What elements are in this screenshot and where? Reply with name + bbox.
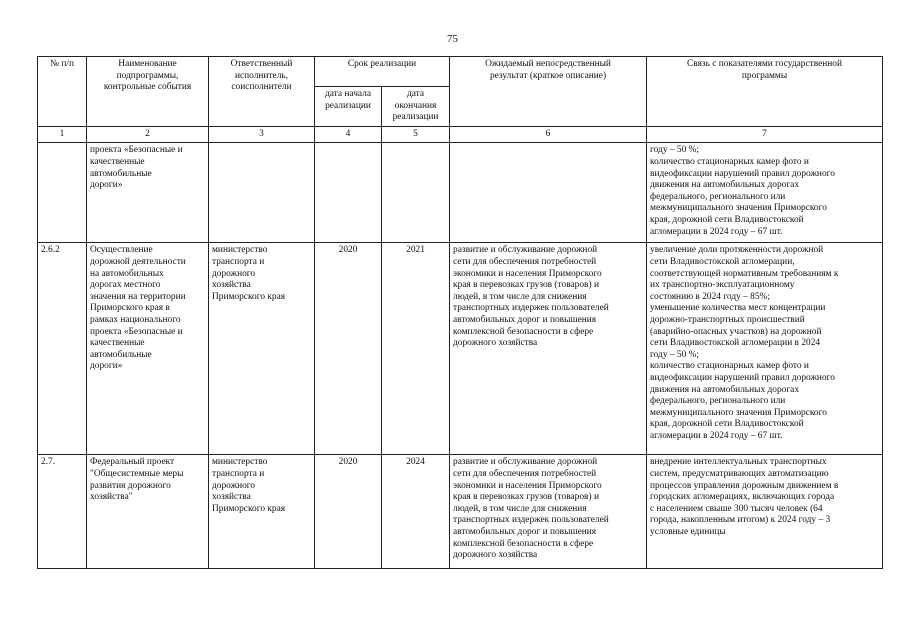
header-period: Срок реализации bbox=[315, 57, 450, 87]
row-start bbox=[315, 143, 382, 243]
row-link: увеличение доли протяженности дорожной сети Владивостокской агломерации, соответствующей нормативным требованиям к их транспортно-эксплуатационному состоянию в 2024 году – 85%; уменьшение количества мест концентрации дорожно-транспортных происшествий (аварийно-опасных участков) на дорожной сети Владивостокской агломерации в 2024 году – 50 %; количество стационарных камер фото и видеофиксации нарушений правил дорожного движения на автомобильных дорогах федерального, регионального или межмуниципального значения Приморского края, дорожной сети Владивостокской агломерации в 2024 году – 67 шт. bbox=[647, 243, 883, 455]
header-start: дата начала реализации bbox=[315, 87, 382, 127]
row-end: 2021 bbox=[382, 243, 450, 455]
column-number-row bbox=[38, 126, 883, 143]
row-name: Осуществление дорожной деятельности на автомобильных дорогах местного значения на территории Приморского края в рамках национального проекта «Безопасные и качественные автомобильные дороги» bbox=[87, 243, 209, 455]
row-number: 2.7. bbox=[38, 455, 87, 569]
header-executor: Ответственный исполнитель, соисполнители bbox=[209, 57, 315, 127]
row-executor bbox=[209, 143, 315, 243]
row-result: развитие и обслуживание дорожной сети для обеспечения потребностей экономики и населения Приморского края в перевозках грузов (товаров) и людей, в том числе для снижения транспортных издержек пользователей автомобильных дорог и повышения комплексной безопасности в сфере дорожного хозяйства bbox=[450, 243, 647, 455]
row-executor: министерство транспорта и дорожного хозяйства Приморского края bbox=[209, 455, 315, 569]
row-start: 2020 bbox=[315, 455, 382, 569]
row-number: 2.6.2 bbox=[38, 243, 87, 455]
table-row bbox=[38, 143, 883, 243]
column-number: 5 bbox=[382, 126, 450, 143]
column-number: 4 bbox=[315, 126, 382, 143]
column-number: 1 bbox=[38, 126, 87, 143]
column-number: 2 bbox=[87, 126, 209, 143]
row-start: 2020 bbox=[315, 243, 382, 455]
table-row bbox=[38, 455, 883, 569]
row-end bbox=[382, 143, 450, 243]
column-number: 3 bbox=[209, 126, 315, 143]
row-executor: министерство транспорта и дорожного хозяйства Приморского края bbox=[209, 243, 315, 455]
header-name: Наименование подпрограммы, контрольные события bbox=[87, 57, 209, 127]
row-link: году – 50 %; количество стационарных камер фото и видеофиксации нарушений правил дорожного движения на автомобильных дорогах федерального, регионального или межмуниципального значения Приморского края, дорожной сети Владивостокской агломерации в 2024 году – 67 шт. bbox=[647, 143, 883, 243]
column-number: 7 bbox=[647, 126, 883, 143]
header-number: № п/п bbox=[38, 57, 87, 127]
row-name: проекта «Безопасные и качественные автомобильные дороги» bbox=[87, 143, 209, 243]
program-table bbox=[37, 56, 883, 569]
row-number bbox=[38, 143, 87, 243]
row-link: внедрение интеллектуальных транспортных систем, предусматривающих автоматизацию процессов управления дорожным движением в городских агломерациях, включающих города с населением свыше 300 тысяч человек (64 города, накопленным итогом) к 2024 году – 3 условные единицы bbox=[647, 455, 883, 569]
header-result: Ожидаемый непосредственный результат (краткое описание) bbox=[450, 57, 647, 127]
row-name: Федеральный проект "Общесистемные меры развития дорожного хозяйства" bbox=[87, 455, 209, 569]
header-end: дата окончания реализации bbox=[382, 87, 450, 127]
column-number: 6 bbox=[450, 126, 647, 143]
header-link: Связь с показателями государственной программы bbox=[647, 57, 883, 127]
row-result bbox=[450, 143, 647, 243]
row-end: 2024 bbox=[382, 455, 450, 569]
row-result: развитие и обслуживание дорожной сети для обеспечения потребностей экономики и населения Приморского края в перевозках грузов (товаров) и людей, в том числе для снижения транспортных издержек пользователей автомобильных дорог и повышения комплексной безопасности в сфере дорожного хозяйства bbox=[450, 455, 647, 569]
page-number: 75 bbox=[447, 33, 458, 45]
header-row bbox=[38, 57, 883, 87]
table-row bbox=[38, 243, 883, 455]
